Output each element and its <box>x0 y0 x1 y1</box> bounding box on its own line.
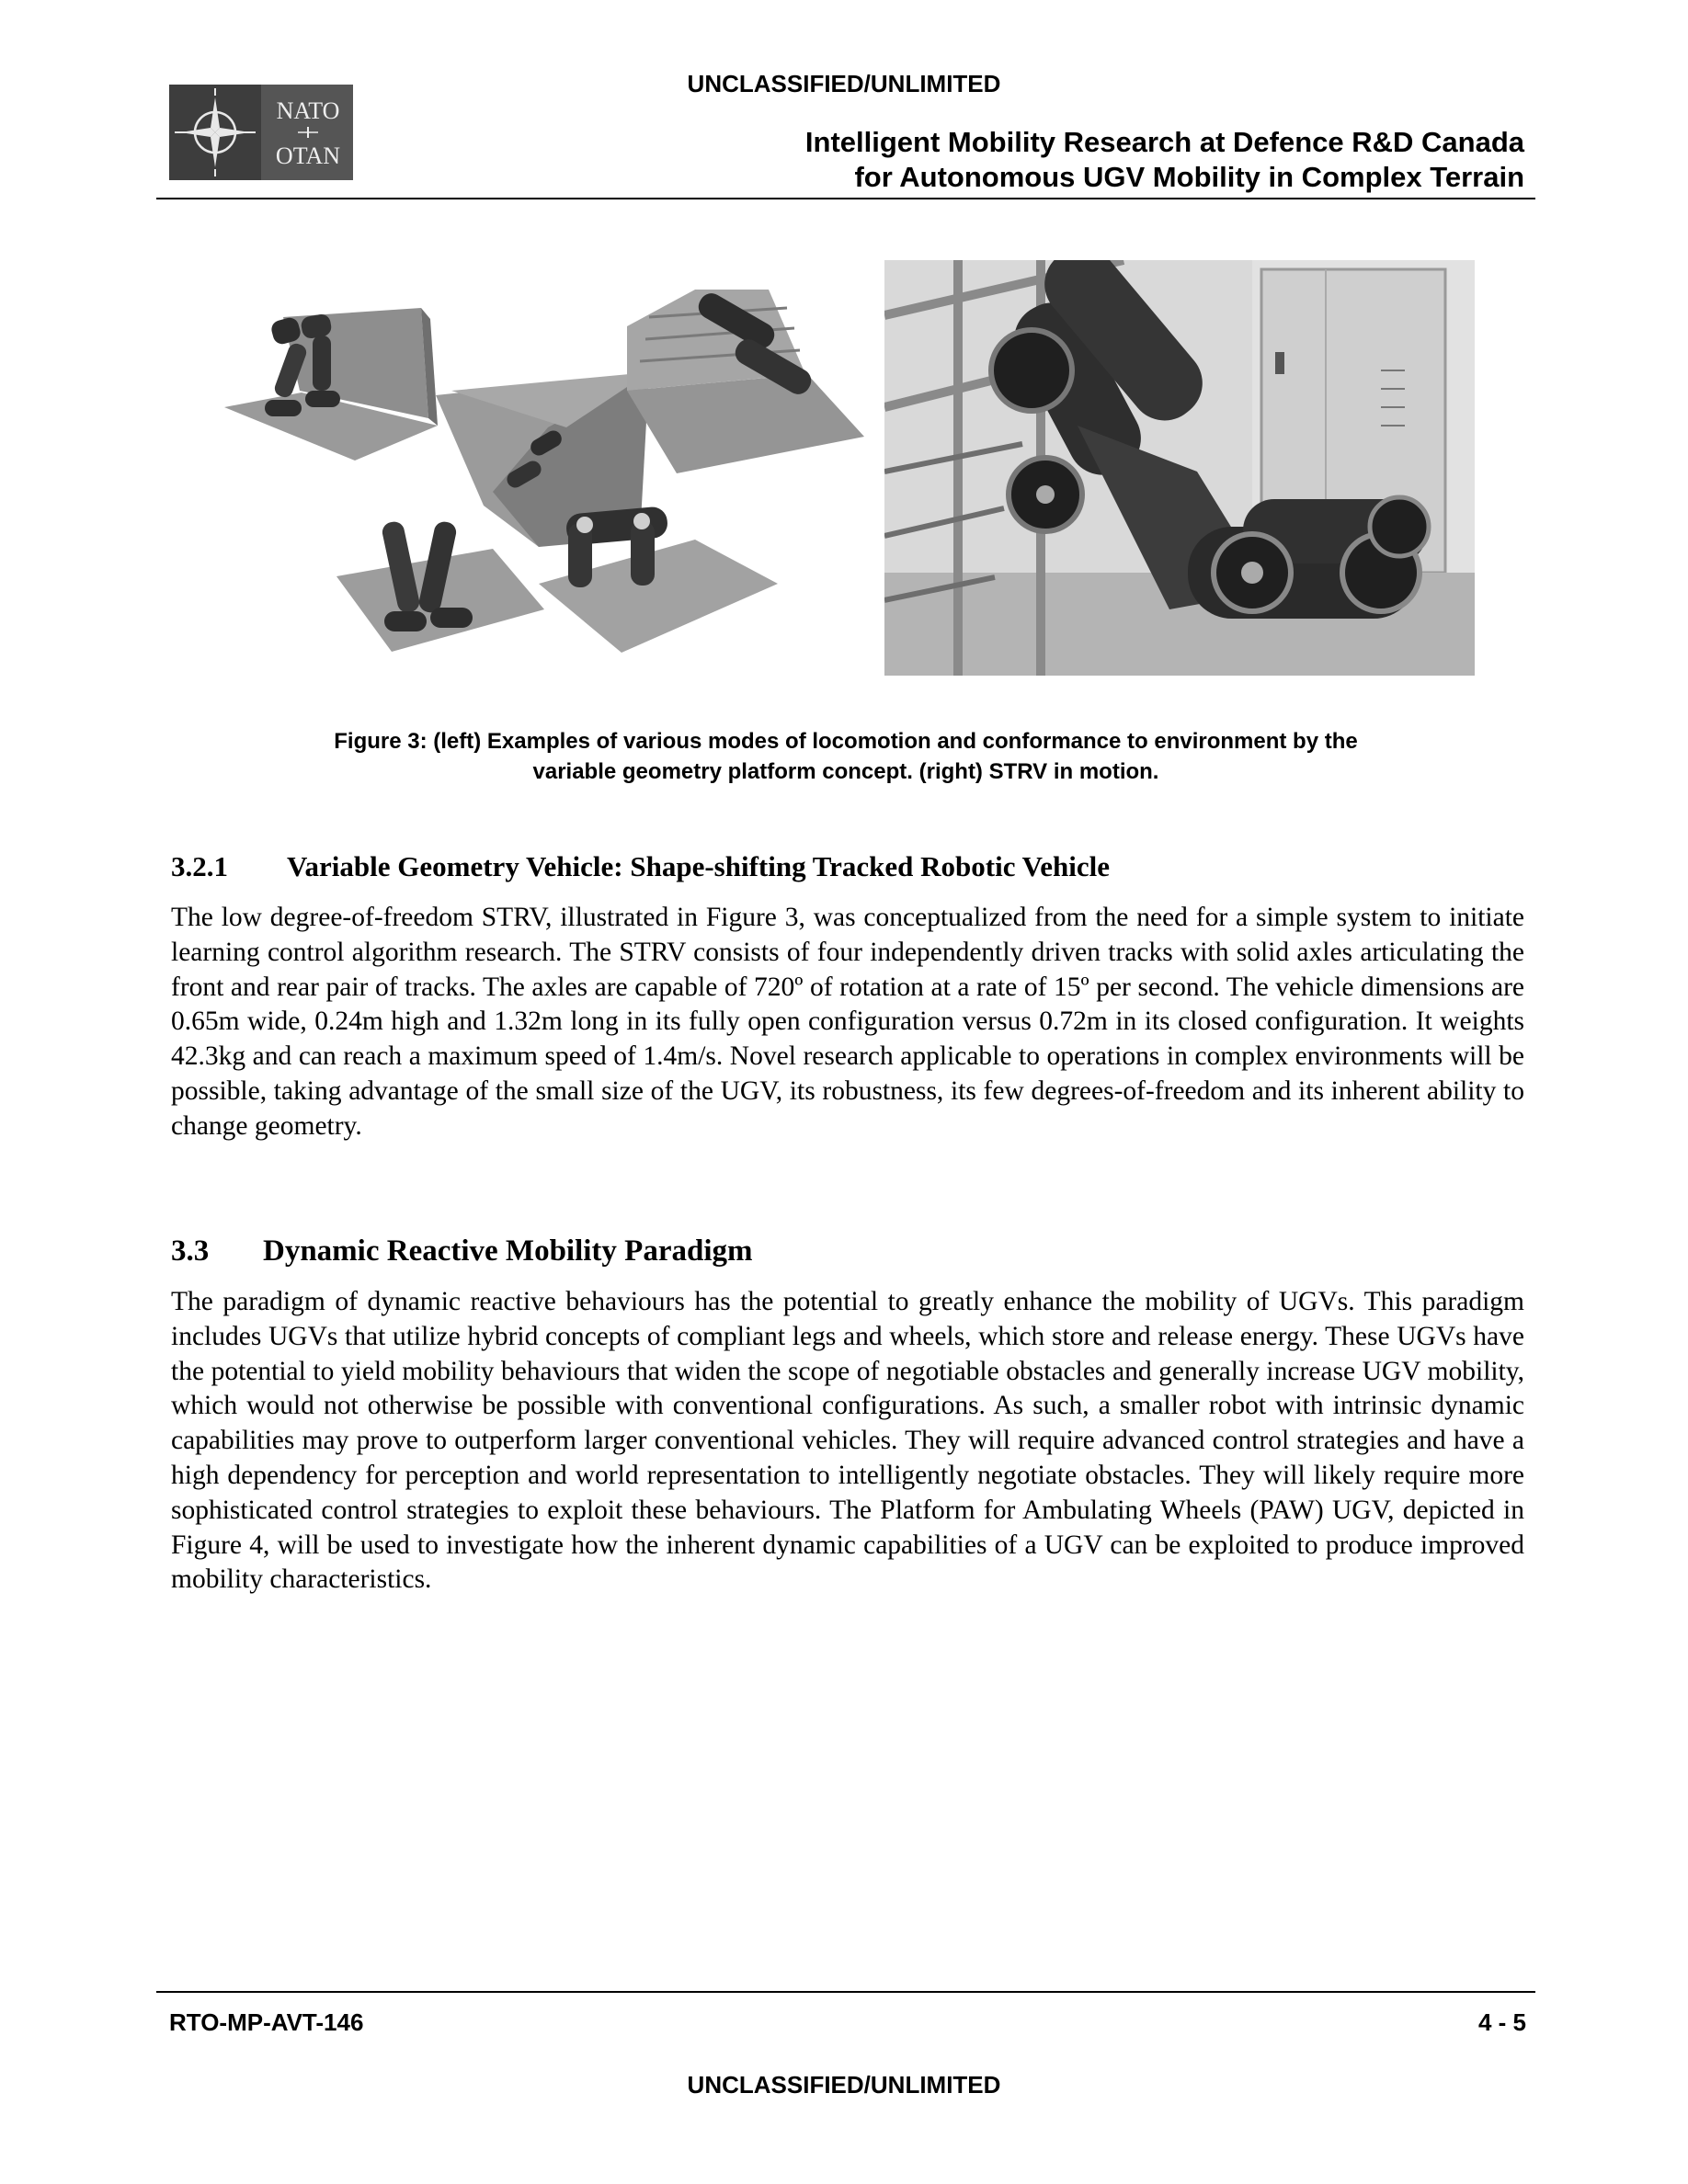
caption-line-2: variable geometry platform concept. (right) STRV in motion. <box>532 759 1159 784</box>
footer-rule <box>156 1991 1535 1993</box>
header-rule <box>156 198 1535 199</box>
section-title: Dynamic Reactive Mobility Paradigm <box>263 1234 753 1268</box>
section-title: Variable Geometry Vehicle: Shape-shifting Tracked Robotic Vehicle <box>287 850 1110 882</box>
logo-text-nato: NATO <box>276 97 340 124</box>
footer-page-number: 4 - 5 <box>1477 2008 1526 2036</box>
section-heading-3-3 <box>171 1234 752 1268</box>
section-number: 3.2.1 <box>171 850 228 882</box>
running-title-line-2: for Autonomous UGV Mobility in Complex Terrain <box>854 161 1524 193</box>
classification-banner-bottom: UNCLASSIFIED/UNLIMITED <box>687 2071 1001 2099</box>
nato-otan-logo <box>169 85 353 180</box>
figure-3-locomotion-modes-illustration <box>217 280 864 666</box>
running-title-line-1: Intelligent Mobility Research at Defence R&D Canada <box>804 126 1524 158</box>
classification-banner-top: UNCLASSIFIED/UNLIMITED <box>687 70 1001 97</box>
section-3-3-paragraph: The paradigm of dynamic reactive behaviours has the potential to greatly enhance the mobility of UGVs. This paradigm includes UGVs that utilize hybrid concepts of compliant legs and wheels, which store and release energy. These UGVs have the potential to yield mobility behaviours that widen the scope of negotiable obstacles and generally increase UGV mobility, which would not otherwise be possible with conventional configurations. As such, a smaller robot with intrinsic dynamic capabilities may prove to outperform larger conventional vehicles. They will require advanced control strategies and have a high dependency for perception and world representation to intelligently negotiate obstacles. They will likely require more sophisticated control strategies to exploit these behaviours. The Platform for Ambulating Wheels (PAW) UGV, depicted in Figure 4, will be used to investigate how the inherent dynamic capabilities of a UGV can be exploited to produce improved mobility characteristics. <box>171 1287 1524 1595</box>
figure-3-strv-photo <box>884 260 1475 676</box>
logo-text-otan: OTAN <box>275 142 341 169</box>
section-number: 3.3 <box>171 1234 210 1268</box>
figure-3-caption <box>156 726 1535 787</box>
footer-document-id: RTO-MP-AVT-146 <box>169 2008 364 2036</box>
section-3-2-1-paragraph: The low degree-of-freedom STRV, illustrated in Figure 3, was conceptualized from the need for a simple system to initiate learning control algorithm research. The STRV consists of four independently driven tracks with solid axles articulating the front and rear pair of tracks. The axles are capable of 720º of rotation at a rate of 15º per second. The vehicle dimensions are 0.65m wide, 0.24m high and 1.32m long in its fully open configuration versus 0.72m in its closed configuration. It weights 42.3kg and can reach a maximum speed of 1.4m/s. Novel research applicable to operations in complex environments will be possible, taking advantage of the small size of the UGV, its robustness, its few degrees-of-freedom and its inherent ability to change geometry. <box>171 903 1524 1141</box>
caption-line-1: Figure 3: (left) Examples of various modes of locomotion and conformance to environment by the <box>334 729 1358 754</box>
section-heading-3-2-1 <box>171 850 1110 883</box>
